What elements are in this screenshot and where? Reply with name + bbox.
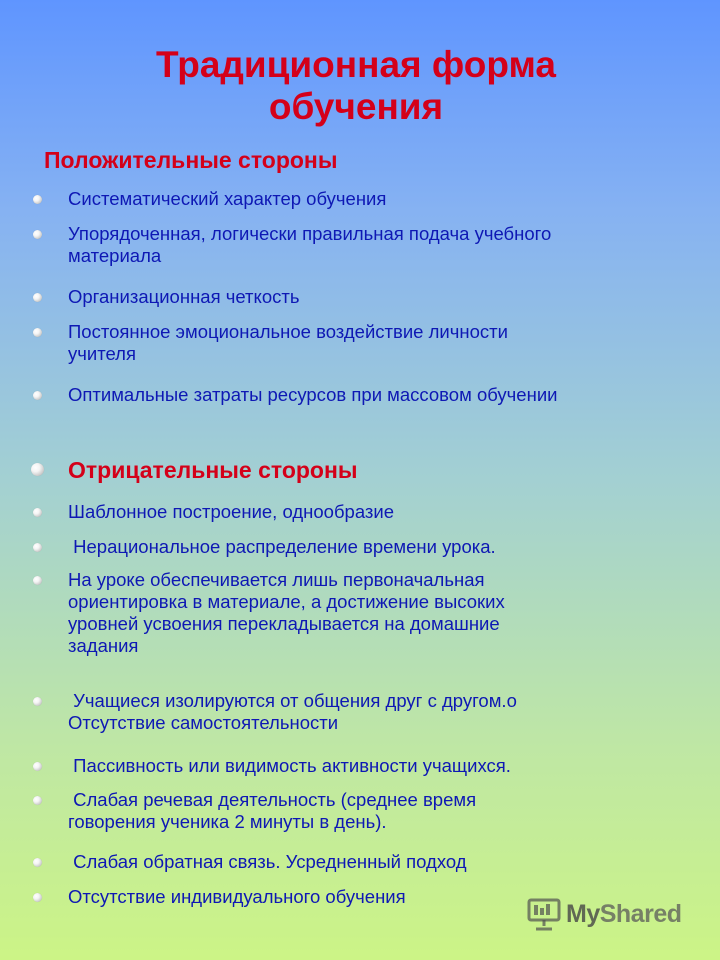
negative-item: Отсутствие индивидуального обучения [68, 886, 406, 907]
watermark-my: My [566, 899, 600, 928]
negative-item: Нерациональное распределение времени урока. [68, 536, 496, 557]
positive-heading: Положительные стороны [44, 147, 338, 173]
positive-item: Организационная четкость [68, 286, 300, 307]
negative-item: Учащиеся изолируются от общения друг с другом.o Отсутствие самостоятельности [68, 690, 517, 733]
title-line-2: обучения [268, 86, 444, 127]
bullet-icon [33, 230, 42, 239]
bullet-icon [33, 858, 42, 867]
negative-item: Шаблонное построение, однообразие [68, 501, 395, 522]
slide-title [0, 44, 712, 128]
watermark-text [566, 900, 682, 929]
negative-item: Слабая обратная связь. Усредненный подход [68, 851, 467, 872]
presentation-board-icon [526, 896, 562, 932]
bullet-icon [33, 543, 42, 552]
bullet-icon [33, 697, 42, 706]
bullet-icon [33, 195, 42, 204]
negative-item: Слабая речевая деятельность (среднее время говорения ученика 2 минуты в день). [68, 789, 477, 832]
watermark-shared: Shared [599, 899, 682, 928]
myshared-watermark [526, 894, 682, 934]
bullet-icon [33, 391, 42, 400]
bullet-icon [31, 463, 44, 476]
negative-item: Пассивность или видимость активности учащихся. [68, 755, 511, 776]
bullet-icon [33, 508, 42, 517]
title-line-1: Традиционная форма [156, 44, 556, 85]
positive-item: Упорядоченная, логически правильная подача учебного материала [68, 223, 552, 266]
bullet-icon [33, 328, 42, 337]
bullet-icon [33, 796, 42, 805]
positive-item: Оптимальные затраты ресурсов при массовом обучении [68, 384, 558, 405]
bullet-icon [33, 762, 42, 771]
bullet-icon [33, 576, 42, 585]
positive-item: Систематический характер обучения [68, 188, 387, 209]
bullet-icon [33, 893, 42, 902]
positive-item: Постоянное эмоциональное воздействие личности учителя [68, 321, 508, 364]
negative-item: На уроке обеспечивается лишь первоначальная ориентировка в материале, а достижение высоких уровней усвоения перекладывается на домашние задания [68, 569, 505, 656]
negative-heading: Отрицательные стороны [68, 457, 358, 483]
bullet-icon [33, 293, 42, 302]
